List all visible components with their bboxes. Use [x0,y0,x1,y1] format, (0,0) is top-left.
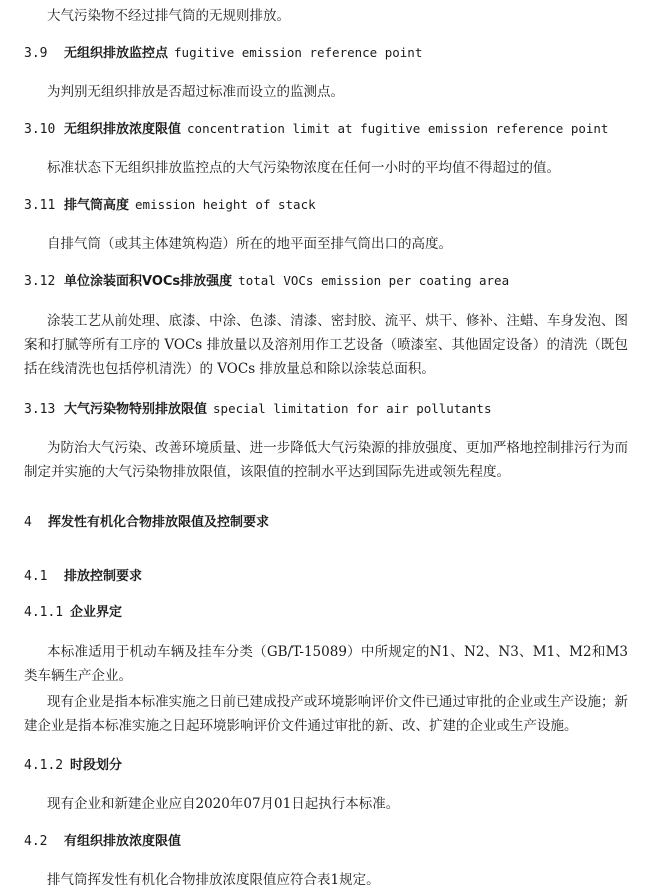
section-number: 3.12 [24,274,56,289]
section-number: 4.1.1 [24,605,64,620]
section-heading-4-1-1 [0,602,660,624]
section-title-en: concentration limit at fugitive emission reference point [187,121,609,136]
section-number: 4.1.2 [24,758,64,773]
section-title-zh: 单位涂装面积VOCs排放强度 [64,274,233,289]
section-title-en: total VOCs emission per coating area [238,273,510,288]
section-heading-4 [0,512,660,534]
paragraph: 大气污染物不经过排气筒的无规则排放。 [47,8,290,24]
section-number: 3.11 [24,198,56,213]
section-number: 3.13 [24,402,56,417]
paragraph: 标准状态下无组织排放监控点的大气污染物浓度在任何一小时的平均值不得超过的值。 [47,160,560,176]
section-number: 4 [24,515,32,530]
section-title-zh: 挥发性有机化合物排放限值及控制要求 [48,515,270,530]
section-title-zh: 有组织排放浓度限值 [64,834,182,849]
section-title-zh: 企业界定 [70,605,123,620]
section-heading-4-1-2 [0,755,660,777]
paragraph: 本标准适用于机动车辆及挂车分类（GB/T-15089）中所规定的N1、N2、N3、M1、M2和M3类车辆生产企业。 [24,644,628,684]
paragraph: 自排气筒（或其主体建筑构造）所在的地平面至排气筒出口的高度。 [47,236,452,252]
section-title-zh: 时段划分 [70,758,123,773]
section-title-zh: 大气污染物特别排放限值 [64,402,208,417]
paragraph: 现有企业和新建企业应自2020年07月01日起执行本标准。 [47,796,400,812]
paragraph: 排气筒挥发性有机化合物排放浓度限值应符合表1规定。 [47,872,380,888]
section-title-en: emission height of stack [135,197,316,212]
section-heading-4-2 [0,831,660,853]
section-title-en: special limitation for air pollutants [213,401,492,416]
section-title-zh: 排气筒高度 [64,198,130,213]
section-heading-3-12 [0,270,660,293]
section-heading-3-13 [0,398,660,421]
section-title-en: fugitive emission reference point [174,45,423,60]
paragraph: 现有企业是指本标准实施之日前已建成投产或环境影响评价文件已通过审批的企业或生产设施；新建企业是指本标准实施之日起环境影响评价文件通过审批的新、改、扩建的企业或生产设施。 [24,694,628,734]
section-number: 3.9 [24,46,48,61]
section-title-zh: 排放控制要求 [64,569,143,584]
section-number: 4.1 [24,569,48,584]
section-heading-3-10 [0,118,660,141]
section-number: 3.10 [24,122,56,137]
section-heading-3-9 [0,42,660,65]
paragraph: 为防治大气污染、改善环境质量、进一步降低大气污染源的排放强度、更加严格地控制排污行为而制定并实施的大气污染物排放限值，该限值的控制水平达到国际先进或领先程度。 [24,440,628,480]
paragraph: 为判别无组织排放是否超过标准而设立的监测点。 [47,84,344,100]
section-title-zh: 无组织排放浓度限值 [64,122,182,137]
section-heading-3-11 [0,194,660,217]
section-number: 4.2 [24,834,48,849]
section-title-zh: 无组织排放监控点 [64,46,169,61]
paragraph: 涂装工艺从前处理、底漆、中涂、色漆、清漆、密封胶、流平、烘干、修补、注蜡、车身发泡、图案和打腻等所有工序的 VOCs 排放量以及溶剂用作工艺设备（喷漆室、其他固定设备）的清洗（既包括在线清洗也包括停机清洗）的 VOCs 排放量总和除以涂装总面积。 [24,313,628,377]
section-heading-4-1 [0,566,660,588]
